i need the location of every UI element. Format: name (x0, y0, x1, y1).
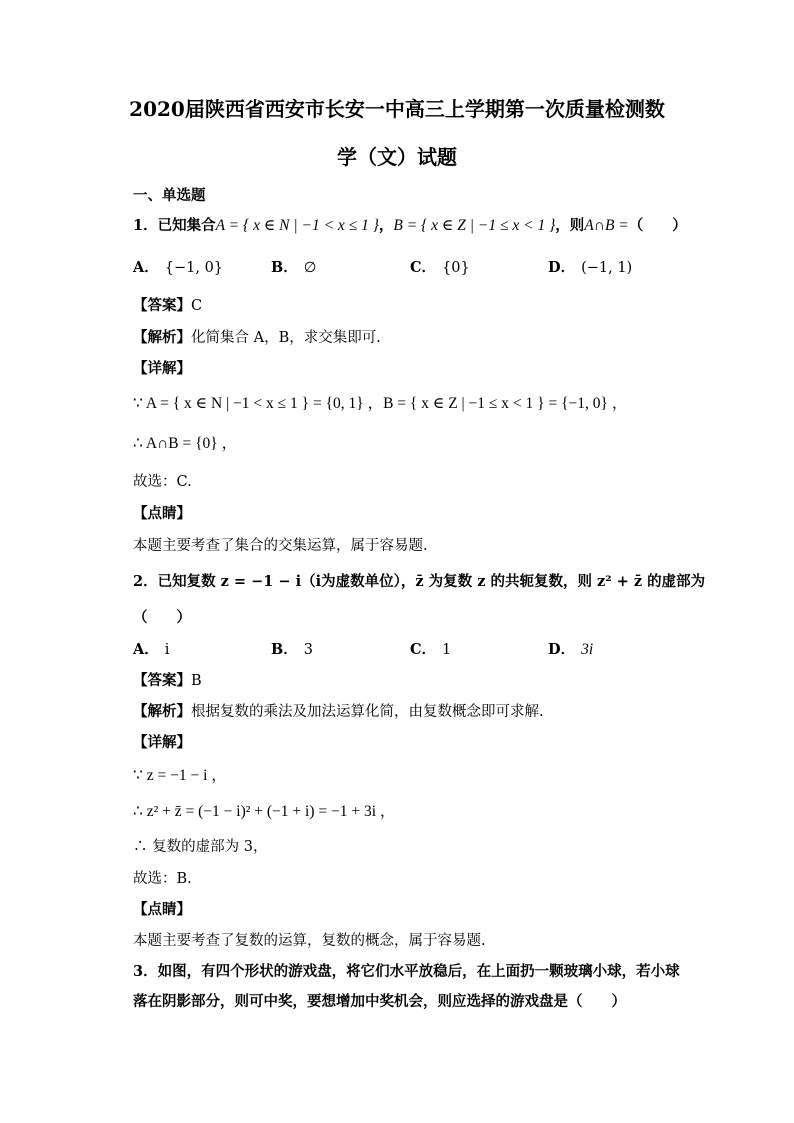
q2-stem-line-1: 2．已知复数 z = −1 − i（i为虚数单位），z̄ 为复数 z 的共轭复数，则 z² + z̄ 的虚部为 (133, 573, 706, 590)
q2-option-d: D． 3i (548, 641, 594, 658)
q2-detail-line-4: 故选：B. (133, 871, 192, 887)
q1-set-a: A = { x ∈ N | −1 < x ≤ 1 } (215, 217, 379, 234)
q1-option-b: B． ∅ (271, 259, 317, 276)
q2-detail-line-2: ∴ z² + z̄ = (−1 − i)² + (−1 + i) = −1 + 3i ， (133, 803, 396, 820)
doc-title-line-1: 2020届陕西省西安市长安一中高三上学期第一次质量检测数 (129, 97, 665, 121)
q2-option-c: C． 1 (410, 641, 452, 658)
q2-detail-line-3: ∴ 复数的虚部为 3， (133, 839, 268, 855)
q1-stem: 1．已知集合A = { x ∈ N | −1 < x ≤ 1 }，B = { x ∈ Z | −1 ≤ x < 1 }，则A∩B =（ ） (133, 217, 687, 234)
doc-title-line-2: 学（文）试题 (337, 145, 457, 169)
q2-detail-heading: 【详解】 (133, 734, 191, 751)
section-heading: 一、单选题 (133, 187, 206, 204)
q2-analysis: 【解析】根据复数的乘法及加法运算化简，由复数概念即可求解. (133, 703, 544, 720)
q2-comment-heading: 【点睛】 (133, 901, 191, 918)
q1-option-c: C． {0} (410, 259, 470, 276)
q2-answer: 【答案】B (133, 672, 202, 689)
q2-stem-line-2: （ ） (133, 609, 191, 626)
q1-analysis: 【解析】化简集合 A，B，求交集即可. (133, 329, 381, 346)
q1-stem-mid: ，则 (555, 217, 585, 234)
q2-option-b: B． 3 (271, 641, 313, 658)
q1-detail-heading: 【详解】 (133, 360, 191, 377)
q1-option-a: A． {−1, 0} (133, 259, 224, 276)
q2-comment: 本题主要考查了复数的运算，复数的概念，属于容易题. (133, 933, 486, 949)
q1-stem-prefix: 1．已知集合 (133, 217, 216, 234)
q1-answer: 【答案】C (133, 297, 203, 314)
q1-set-b: B = { x ∈ Z | −1 ≤ x < 1 } (393, 217, 556, 234)
q1-option-d: D． (−1, 1) (548, 259, 633, 276)
q1-detail-line-2: ∴ A∩B = {0} ， (133, 435, 238, 452)
q3-stem-line-2: 落在阴影部分，则可中奖，要想增加中奖机会，则应选择的游戏盘是（ ） (133, 993, 626, 1010)
q1-detail-line-1: ∵ A = { x ∈ N | −1 < x ≤ 1 } = {0, 1} ，B = { x ∈ Z | −1 ≤ x < 1 } = {−1, 0} ， (133, 395, 628, 412)
q1-paren: （ ） (628, 217, 687, 234)
q1-expr: A∩B = (584, 217, 629, 234)
q2-detail-line-1: ∵ z = −1 − i ， (133, 767, 227, 784)
q2-option-a: A． i (133, 641, 170, 658)
q1-comment-heading: 【点睛】 (133, 505, 191, 522)
q1-detail-line-3: 故选：C. (133, 474, 192, 490)
q1-comment: 本题主要考查了集合的交集运算，属于容易题. (133, 538, 428, 554)
q3-stem-line-1: 3．如图，有四个形状的游戏盘，将它们水平放稳后，在上面扔一颗玻璃小球，若小球 (133, 963, 680, 980)
